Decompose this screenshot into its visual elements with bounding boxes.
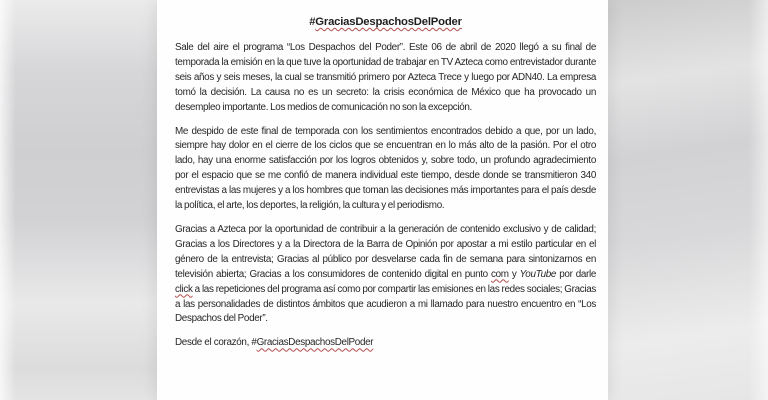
youtube-word: YouTube <box>519 268 557 280</box>
title-hash: # <box>309 16 316 28</box>
thanks-text-1: Gracias a Azteca por la oportunidad de contribuir a la generación de contenido exclusivo y de calidad; Gracias a los Directores y a la Directora de la Barra de Opinión por apostar a mi estilo particular en el género de la entrevista; Gracias al público por desvelarse cada fin de semana para sintonizarnos en televisión abierta; Gracias a los consumidores de contenido digital en punto <box>175 223 596 280</box>
paragraph-farewell-announcement: Sale del aire el programa “Los Despachos del Poder”. Este 06 de abril de 2020 llegó a su final de temporada la emisión en la que tuve la oportunidad de trabajar en TV Azteca como entrevistador durante seis años y seis meses, la cual se transmitió primero por Azteca Trece y luego por ADN40. La empresa tomó la decisión. La causa no es un secreto: la crisis económica de México que ha provocado un desempleo importante. Los medios de comunicación no son la excepción. <box>175 42 596 113</box>
misspelled-word-com: com <box>490 268 509 280</box>
page-title <box>175 16 596 28</box>
thanks-text-2: y <box>508 268 520 280</box>
closing-hashtag-text: GraciasDespachosDelPoder <box>256 337 374 349</box>
blurred-background-right <box>608 0 768 400</box>
closing-hashtag <box>251 337 373 348</box>
title-hashtag-text: GraciasDespachosDelPoder <box>315 16 462 28</box>
blurred-background-left <box>0 0 157 400</box>
closing-prefix: Desde el corazón, <box>175 337 252 349</box>
thanks-text-3: por darle <box>556 268 596 280</box>
paragraph-thanks <box>175 223 596 327</box>
thanks-text-4: a las repeticiones del programa así como por compartir las emisiones en las redes sociales; Gracias a las personalidades de distintos ámbitos que acudieron a mi llamado para nuestro encuentro en “Los Despachos del Poder”. <box>175 283 596 325</box>
paragraph-mixed-feelings: Me despido de este final de temporada con los sentimientos encontrados debido a que, por un lado, siempre hay dolor en el cierre de los ciclos que se encuentran en lo más alto de la pasión. Por el otro lado, hay una enorme satisfacción por los logros obtenidos y, sobre todo, un profundo agradecimiento por el espacio que se me confió de manera individual este tiempo, desde donde se transmitieron 340 entrevistas a las mujeres y a los hombres que toman las decisiones más importantes para el país desde la política, el arte, los deportes, la religión, la cultura y el periodismo. <box>175 125 596 212</box>
closing-line <box>175 336 596 351</box>
closing-hash: # <box>251 337 257 349</box>
misspelled-word-click: click <box>175 283 193 295</box>
letter-page <box>157 0 608 400</box>
